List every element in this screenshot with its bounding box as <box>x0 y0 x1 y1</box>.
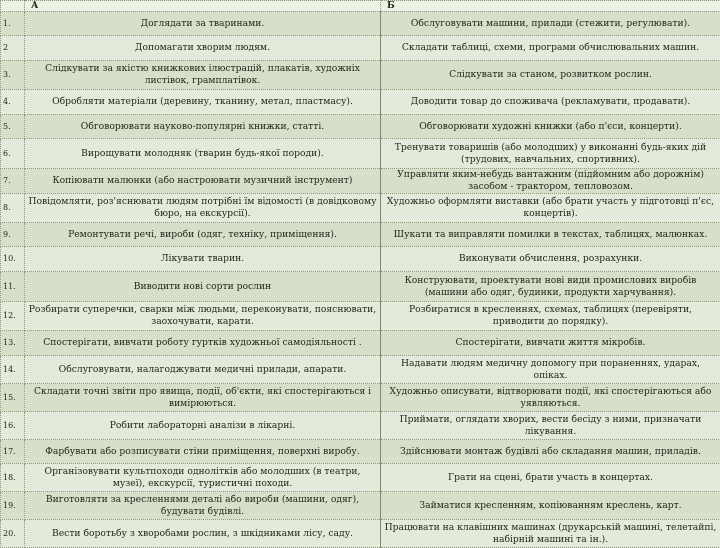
row-number: 6. <box>1 139 25 169</box>
option-a: Копіювати малюнки (або настроювати музичний інструмент) <box>25 169 381 194</box>
row-number: 4. <box>1 90 25 115</box>
table-row <box>1 139 720 169</box>
table-row <box>1 90 720 115</box>
row-number: 9. <box>1 223 25 247</box>
table-row <box>1 115 720 139</box>
option-b: Приймати, оглядати хворих, вести бесіду з ними, призначати лікування. <box>381 412 720 440</box>
table-row <box>1 61 720 90</box>
table-row <box>1 223 720 247</box>
option-a: Складати точні звіти про явища, події, об'єкти, які спостерігаються і вимірюються. <box>25 384 381 412</box>
option-a: Розбирати суперечки, сварки між людьми, переконувати, пояснювати, заохочувати, карати. <box>25 302 381 331</box>
option-b: Художньо описувати, відтворювати події, які спостерігаються або уявляються. <box>381 384 720 412</box>
option-a: Робити лабораторні аналізи в лікарні. <box>25 412 381 440</box>
row-number: 5. <box>1 115 25 139</box>
table-row <box>1 356 720 384</box>
row-number: 10. <box>1 247 25 272</box>
option-a: Вирощувати молодняк (тварин будь-якої породи). <box>25 139 381 169</box>
table-row <box>1 331 720 356</box>
row-number: 14. <box>1 356 25 384</box>
option-b: Виконувати обчислення, розрахунки. <box>381 247 720 272</box>
option-a: Виготовляти за кресленнями деталі або вироби (машини, одяг), будувати будівлі. <box>25 492 381 520</box>
table-row <box>1 272 720 302</box>
row-number: 13. <box>1 331 25 356</box>
option-b: Художньо оформляти виставки (або брати участь у підготовці п'єс, концертів). <box>381 194 720 223</box>
option-b: Тренувати товаришів (або молодших) у виконанні будь-яких дій (трудових, навчальних, спортивних). <box>381 139 720 169</box>
header-row <box>1 1 720 12</box>
option-b: Надавати людям медичну допомогу при пораненнях, ударах, опіках. <box>381 356 720 384</box>
option-b: Складати таблиці, схеми, програми обчислювальних машин. <box>381 36 720 61</box>
header-col-a: А <box>25 1 381 12</box>
table-row <box>1 384 720 412</box>
option-b: Здійснювати монтаж будівлі або складання машин, приладів. <box>381 440 720 464</box>
row-number: 2 <box>1 36 25 61</box>
table-row <box>1 36 720 61</box>
option-a: Доглядати за тваринами. <box>25 12 381 36</box>
option-a: Вести боротьбу з хворобами рослин, з шкідниками лісу, саду. <box>25 520 381 548</box>
option-b: Шукати та виправляти помилки в текстах, таблицях, малюнках. <box>381 223 720 247</box>
option-b: Займатися кресленням, копіюванням креслень, карт. <box>381 492 720 520</box>
row-number: 16. <box>1 412 25 440</box>
option-b: Управляти яким-небудь вантажним (підйомним або дорожнім) засобом - трактором, тепловозом. <box>381 169 720 194</box>
table-row <box>1 12 720 36</box>
option-a: Допомагати хворим людям. <box>25 36 381 61</box>
option-a: Організовувати культпоходи однолітків або молодших (в театри, музеї), екскурсії, туристичні походи. <box>25 464 381 492</box>
option-a: Спостерігати, вивчати роботу гуртків художньої самодіяльності . <box>25 331 381 356</box>
table-row <box>1 440 720 464</box>
table-row <box>1 194 720 223</box>
option-a: Повідомляти, роз'яснювати людям потрібні їм відомості (в довідковому бюро, на екскурсії). <box>25 194 381 223</box>
row-number: 12. <box>1 302 25 331</box>
row-number: 19. <box>1 492 25 520</box>
row-number: 15. <box>1 384 25 412</box>
option-b: Обговорювати художні книжки (або п'єси, концерти). <box>381 115 720 139</box>
option-b: Розбиратися в кресленнях, схемах, таблицях (перевіряти, приводити до порядку). <box>381 302 720 331</box>
header-col-b: Б <box>381 1 720 12</box>
option-a: Виводити нові сорти рослин <box>25 272 381 302</box>
option-a: Слідкувати за якістю книжкових ілюстрацій, плакатів, художніх листівок, грамплатівок. <box>25 61 381 90</box>
option-a: Ремонтувати речі, вироби (одяг, техніку, приміщення). <box>25 223 381 247</box>
option-b: Слідкувати за станом, розвитком рослин. <box>381 61 720 90</box>
option-b: Доводити товар до споживача (рекламувати, продавати). <box>381 90 720 115</box>
row-number: 18. <box>1 464 25 492</box>
row-number: 17. <box>1 440 25 464</box>
header-num <box>1 1 25 12</box>
row-number: 11. <box>1 272 25 302</box>
option-a: Фарбувати або розписувати стіни приміщення, поверхні виробу. <box>25 440 381 464</box>
table-row <box>1 520 720 548</box>
option-b: Конструювати, проектувати нові види промислових виробів (машини або одяг, будинки, продукти харчування). <box>381 272 720 302</box>
table-row <box>1 464 720 492</box>
table-row <box>1 247 720 272</box>
table-row <box>1 302 720 331</box>
table-row <box>1 412 720 440</box>
row-number: 3. <box>1 61 25 90</box>
option-a: Лікувати тварин. <box>25 247 381 272</box>
row-number: 1. <box>1 12 25 36</box>
option-a: Обслуговувати, налагоджувати медичні прилади, апарати. <box>25 356 381 384</box>
row-number: 7. <box>1 169 25 194</box>
table-row <box>1 492 720 520</box>
option-a: Обробляти матеріали (деревину, тканину, метал, пластмасу). <box>25 90 381 115</box>
option-b: Працювати на клавішних машинах (друкарській машині, телетайпі, набірній машині та ін.). <box>381 520 720 548</box>
row-number: 8. <box>1 194 25 223</box>
option-a: Обговорювати науково-популярні книжки, статті. <box>25 115 381 139</box>
option-b: Грати на сцені, брати участь в концертах. <box>381 464 720 492</box>
option-b: Спостерігати, вивчати життя мікробів. <box>381 331 720 356</box>
table-row <box>1 169 720 194</box>
option-b: Обслуговувати машини, прилади (стежити, регулювати). <box>381 12 720 36</box>
row-number: 20. <box>1 520 25 548</box>
